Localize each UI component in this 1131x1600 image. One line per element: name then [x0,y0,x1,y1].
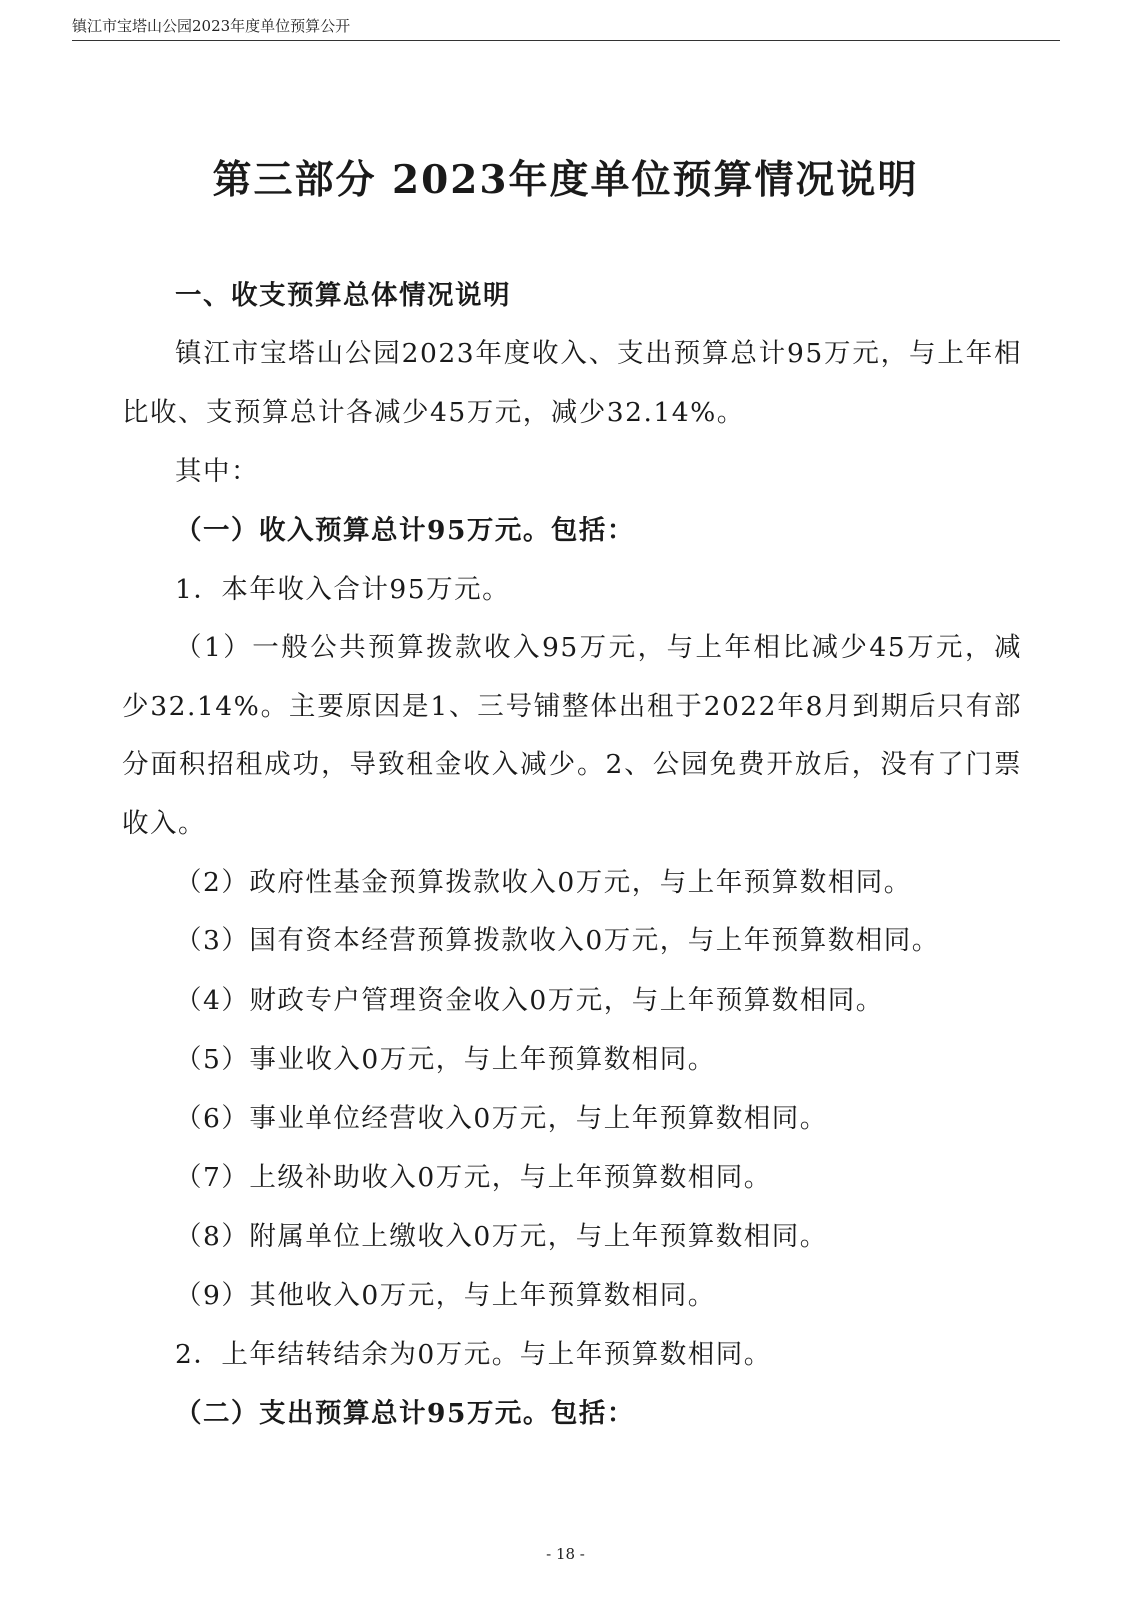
paragraph-other-income: （9）其他收入0万元，与上年预算数相同。 [175,1279,716,1311]
document-body [122,266,1022,1443]
heading-expenditure: （二）支出预算总计95万元。包括： [175,1397,635,1429]
paragraph-carryover: 2．上年结转结余为0万元。与上年预算数相同。 [175,1338,772,1370]
heading-income: （一）收入预算总计95万元。包括： [175,515,635,546]
paragraph-general-budget: （1）一般公共预算拨款收入95万元，与上年相比减少45万元，减少32.14%。主要原因是1、三号铺整体出租于2022年8月到期后只有部分面积招租成功，导致租金收入减少。2、公园免费开放后，没有了门票收入。 [122,632,1022,839]
paragraph-business-income: （5）事业收入0万元，与上年预算数相同。 [175,1043,716,1075]
paragraph-among: 其中： [175,456,259,487]
paragraph-special-account: （4）财政专户管理资金收入0万元，与上年预算数相同。 [175,984,884,1016]
paragraph-subsidy-income: （7）上级补助收入0万元，与上年预算数相同。 [175,1161,772,1193]
page-header [72,16,1060,41]
paragraph-affiliate-income: （8）附属单位上缴收入0万元，与上年预算数相同。 [175,1220,828,1252]
paragraph-summary: 镇江市宝塔山公园2023年度收入、支出预算总计95万元，与上年相比收、支预算总计各减少45万元，减少32.14%。 [122,338,1022,428]
heading-overview: 一、收支预算总体情况说明 [175,280,511,311]
paragraph-state-capital: （3）国有资本经营预算拨款收入0万元，与上年预算数相同。 [175,925,940,956]
header-text: 镇江市宝塔山公园2023年度单位预算公开 [72,17,351,35]
paragraph-fund-budget: （2）政府性基金预算拨款收入0万元，与上年预算数相同。 [175,867,912,898]
section-title: 第三部分 2023年度单位预算情况说明 [212,157,919,203]
page-number: - 18 - [546,1545,585,1563]
paragraph-operating-income: （6）事业单位经营收入0万元，与上年预算数相同。 [175,1102,828,1134]
paragraph-income-total: 1．本年收入合计95万元。 [175,574,511,605]
